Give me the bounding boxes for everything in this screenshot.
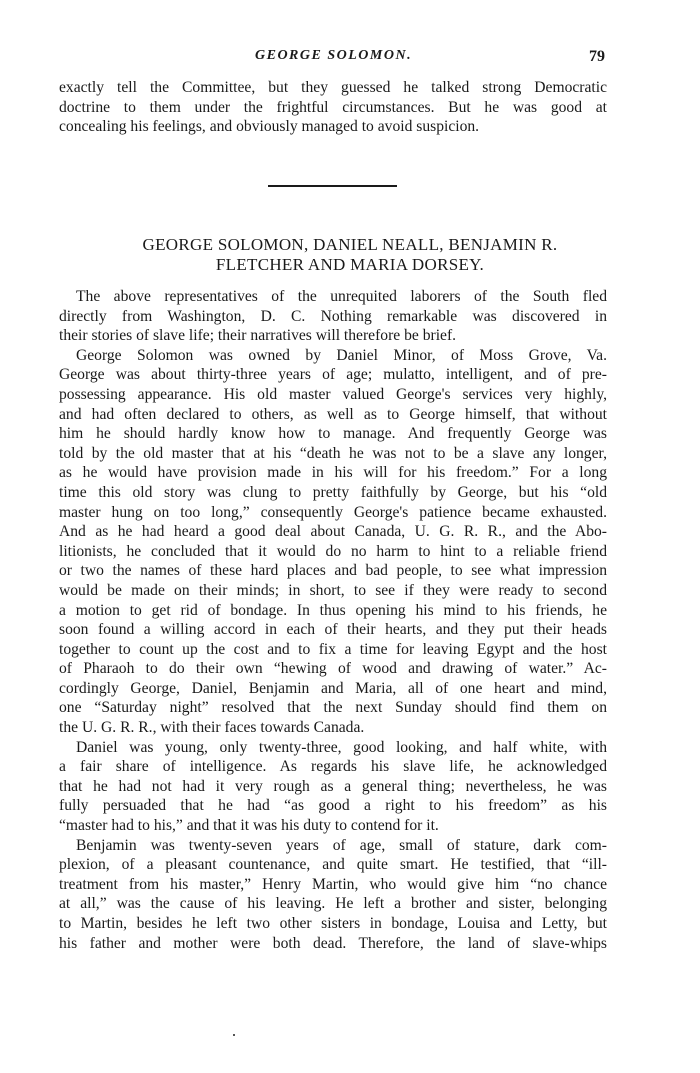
text-line: fully persuaded that he had “as good a right to his freedom” as his xyxy=(59,797,607,815)
text-line: a motion to get rid of bondage. In thus opening his mind to his friends, he xyxy=(59,601,607,619)
text-line: would be made on their minds; in short, to see if they were ready to second xyxy=(59,581,607,599)
text-line: directly from Washington, D. C. Nothing remarkable was discovered in xyxy=(59,307,607,325)
heading-line: GEORGE SOLOMON, DANIEL NEALL, BENJAMIN R. xyxy=(142,235,558,254)
text-line: their stories of slave life; their narratives will therefore be brief. xyxy=(59,327,457,345)
section-heading xyxy=(0,235,700,275)
section-body xyxy=(59,287,607,953)
text-line: “master had to his,” and that it was his duty to contend for it. xyxy=(59,817,439,835)
text-line: him he should hardly know how to manage. And frequently George was xyxy=(59,425,607,443)
continuation-paragraph xyxy=(59,78,607,137)
section-divider xyxy=(268,185,397,187)
text-line: that he had not had it very rough as a general thing; nevertheless, he was xyxy=(59,777,607,795)
page-number: 79 xyxy=(589,48,605,65)
text-line: soon found a willing accord in each of their hearts, and they put their heads xyxy=(59,621,607,639)
page-speck xyxy=(233,1034,235,1036)
text-line: treatment from his master,” Henry Martin, who would give him “no chance xyxy=(59,875,607,893)
text-line: George Solomon was owned by Daniel Minor, of Moss Grove, Va. xyxy=(76,346,607,364)
running-title: GEORGE SOLOMON. xyxy=(255,48,413,63)
text-line: plexion, of a pleasant countenance, and quite smart. He testified, that “ill- xyxy=(59,856,607,874)
text-line: at all,” was the cause of his leaving. He left a brother and sister, belonging xyxy=(59,895,607,913)
text-line: the U. G. R. R., with their faces towards Canada. xyxy=(59,719,365,737)
text-line: master hung on too long,” consequently George's patience became exhausted. xyxy=(59,503,607,521)
text-line: Daniel was young, only twenty-three, good looking, and half white, with xyxy=(76,738,607,756)
text-line: George was about thirty-three years of age; mulatto, intelligent, and of pre- xyxy=(59,366,607,384)
text-line: or two the names of these hard places and bad people, to see what impression xyxy=(59,562,607,580)
text-line: as he would have provision made in his will for his freedom.” For a long xyxy=(59,464,607,482)
text-line: concealing his feelings, and obviously managed to avoid suspicion. xyxy=(59,118,480,136)
text-line: And as he had heard a good deal about Canada, U. G. R. R., and the Abo- xyxy=(59,523,607,541)
text-line: Benjamin was twenty-seven years of age, small of stature, dark com- xyxy=(76,836,607,854)
text-line: time this old story was clung to pretty faithfully by George, but his “old xyxy=(59,483,607,501)
text-line: one “Saturday night” resolved that the next Sunday should find them on xyxy=(59,699,607,717)
heading-line: FLETCHER AND MARIA DORSEY. xyxy=(215,255,485,274)
text-line: The above representatives of the unrequited laborers of the South fled xyxy=(76,288,607,305)
text-line: and had often declared to others, as well as to George himself, that without xyxy=(59,405,607,423)
text-line: told by the old master that at his “death he was not to be a slave any longer, xyxy=(59,444,607,462)
text-line: a fair share of intelligence. As regards his slave life, he acknowledged xyxy=(59,758,607,776)
running-head xyxy=(0,48,700,72)
text-line: cordingly George, Daniel, Benjamin and Maria, all of one heart and mind, xyxy=(59,679,607,697)
text-line: exactly tell the Committee, but they guessed he talked strong Democratic xyxy=(59,79,607,96)
text-line: to Martin, besides he left two other sisters in bondage, Louisa and Letty, but xyxy=(59,915,607,932)
text-line: his father and mother were both dead. Therefore, the land of slave-whips xyxy=(59,934,607,952)
text-line: litionists, he concluded that it would do no harm to hint to a reliable friend xyxy=(59,542,607,560)
text-line: possessing appearance. His old master valued George's services very highly, xyxy=(59,385,607,403)
text-line: of Pharaoh to do their own “hewing of wood and drawing of water.” Ac- xyxy=(59,660,607,678)
text-line: doctrine to them under the frightful circumstances. But he was good at xyxy=(59,98,607,116)
text-line: together to count up the cost and to fix a time for leaving Egypt and the host xyxy=(59,640,607,658)
